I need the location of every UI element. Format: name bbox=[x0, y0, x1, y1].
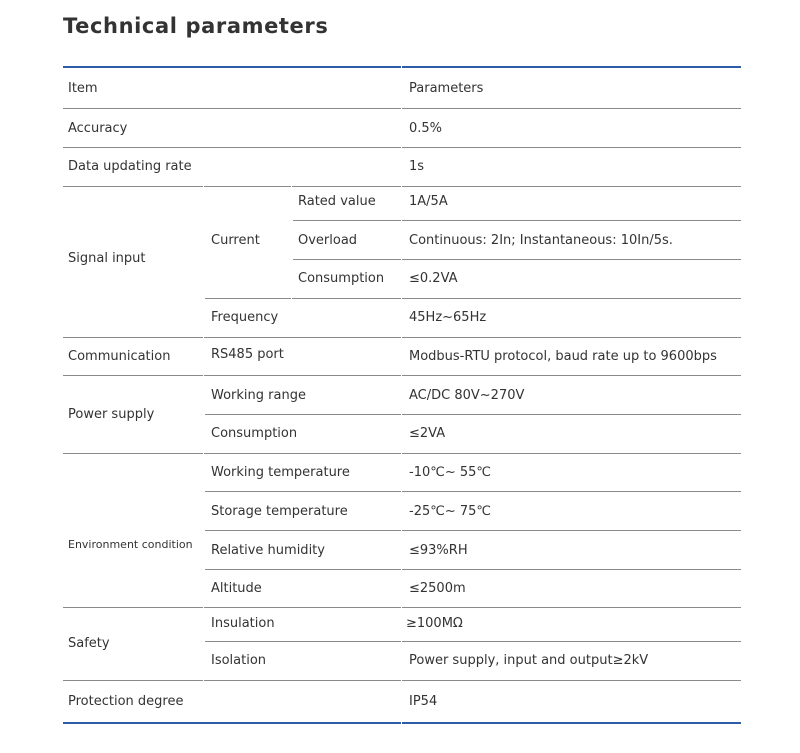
working-temperature-value: -10℃~ 55℃ bbox=[409, 465, 491, 480]
row-rule bbox=[63, 680, 741, 681]
row-rule bbox=[63, 453, 741, 454]
header-item: Item bbox=[68, 81, 98, 96]
power-consumption-label: Consumption bbox=[211, 426, 298, 441]
row-rule bbox=[63, 375, 741, 376]
header-parameters: Parameters bbox=[409, 81, 484, 96]
row-rule bbox=[63, 147, 741, 148]
isolation-label: Isolation bbox=[211, 653, 267, 668]
accuracy-label: Accuracy bbox=[68, 121, 128, 136]
overload-value: Continuous: 2In; Instantaneous: 10In/5s. bbox=[409, 233, 673, 248]
frequency-label: Frequency bbox=[211, 310, 279, 325]
current-consumption-value: ≤0.2VA bbox=[409, 271, 458, 286]
insulation-value: ≥100MΩ bbox=[406, 616, 463, 631]
relative-humidity-value: ≤93%RH bbox=[409, 543, 468, 558]
altitude-label: Altitude bbox=[211, 581, 262, 596]
row-rule bbox=[63, 186, 741, 187]
working-range-label: Working range bbox=[211, 388, 306, 403]
row-rule bbox=[205, 569, 741, 570]
data-updating-rate-value: 1s bbox=[409, 159, 425, 174]
safety-label: Safety bbox=[68, 636, 110, 651]
protection-degree-value: IP54 bbox=[409, 694, 438, 709]
overload-label: Overload bbox=[298, 233, 358, 248]
current-label: Current bbox=[211, 233, 260, 248]
environment-condition-label: Environment condition bbox=[68, 538, 193, 551]
row-rule bbox=[205, 298, 741, 299]
frequency-value: 45Hz~65Hz bbox=[409, 310, 487, 325]
power-supply-label: Power supply bbox=[68, 407, 155, 422]
row-rule bbox=[293, 259, 741, 260]
current-consumption-label: Consumption bbox=[298, 271, 385, 286]
rs485-port-label: RS485 port bbox=[211, 347, 284, 362]
altitude-value: ≤2500m bbox=[409, 581, 466, 596]
power-consumption-value: ≤2VA bbox=[409, 426, 446, 441]
column-gap bbox=[203, 184, 204, 684]
data-updating-rate-label: Data updating rate bbox=[68, 159, 192, 174]
protection-degree-label: Protection degree bbox=[68, 694, 184, 709]
page-title: Technical parameters bbox=[63, 14, 329, 38]
communication-value: Modbus-RTU protocol, baud rate up to 9600bps bbox=[409, 349, 717, 364]
accuracy-value: 0.5% bbox=[409, 121, 443, 136]
signal-input-label: Signal input bbox=[68, 251, 146, 266]
isolation-value: Power supply, input and output≥2kV bbox=[409, 653, 649, 668]
row-rule bbox=[63, 337, 741, 338]
rated-value-label: Rated value bbox=[298, 194, 376, 209]
row-rule bbox=[63, 108, 741, 109]
table-top-rule bbox=[63, 66, 741, 68]
working-range-value: AC/DC 80V~270V bbox=[409, 388, 525, 403]
communication-label: Communication bbox=[68, 349, 171, 364]
column-gap bbox=[291, 184, 292, 300]
working-temperature-label: Working temperature bbox=[211, 465, 350, 480]
column-gap bbox=[401, 64, 402, 726]
row-rule bbox=[205, 414, 741, 415]
row-rule bbox=[205, 641, 741, 642]
row-rule bbox=[63, 607, 741, 608]
relative-humidity-label: Relative humidity bbox=[211, 543, 325, 558]
insulation-label: Insulation bbox=[211, 616, 275, 631]
row-rule bbox=[205, 491, 741, 492]
storage-temperature-label: Storage temperature bbox=[211, 504, 348, 519]
storage-temperature-value: -25℃~ 75℃ bbox=[409, 504, 491, 519]
row-rule bbox=[205, 530, 741, 531]
row-rule bbox=[293, 220, 741, 221]
rated-value-value: 1A/5A bbox=[409, 194, 448, 209]
table-bottom-rule bbox=[63, 722, 741, 724]
